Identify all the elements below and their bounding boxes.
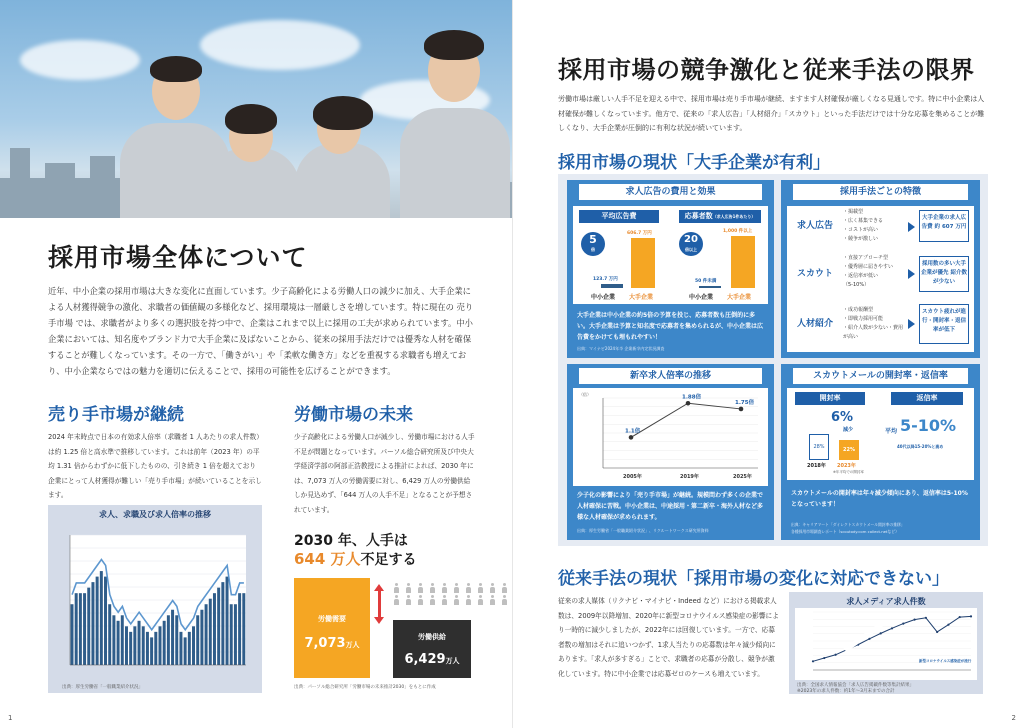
bar-label: 1,000 件以上 bbox=[723, 229, 753, 234]
data-point bbox=[834, 654, 836, 656]
section-heading: 従来手法の現状「採用市場の変化に対応できない」 bbox=[558, 569, 949, 589]
job-bar bbox=[221, 582, 224, 665]
job-ratio-chart-panel bbox=[48, 505, 262, 693]
decrease-label: 減少 bbox=[843, 427, 854, 433]
job-bar bbox=[79, 593, 82, 665]
person-icon bbox=[477, 595, 484, 605]
data-point bbox=[970, 615, 972, 617]
person-icon bbox=[441, 583, 448, 593]
bar-label: 606.7 万円 bbox=[627, 231, 652, 236]
data-point bbox=[629, 435, 634, 440]
open-rate-2023-bar: 22% bbox=[839, 440, 859, 460]
data-point bbox=[880, 632, 882, 634]
supply-unit: 万人 bbox=[445, 657, 460, 665]
labor-demand-bar bbox=[294, 578, 370, 678]
card-source: 各種採用市場調査レポート（scoutody.com collect.netなど） bbox=[791, 529, 899, 534]
intro-text: 労働市場は厳しい人手不足を迎える中で、採用市場は売り手市場が継続、ますます人材確保が厳しくなる見通しです。特に中小企業は人材確保が難しくなっています。他方で、従来の「求人広告」「人材紹介」「スカウト」といった手法だけでは十分な応募を集めることが難しくなり、大手企業が圧倒的に有利な状況が続いています。 bbox=[558, 95, 985, 132]
job-bar bbox=[104, 577, 107, 665]
data-point bbox=[959, 616, 961, 618]
person-icon bbox=[465, 595, 472, 605]
job-bar bbox=[87, 588, 90, 665]
person-icons-grid bbox=[393, 583, 510, 605]
chart-area bbox=[795, 608, 977, 680]
job-bar bbox=[205, 604, 208, 665]
applicants-tag-sub: （求人広告1件あたり） bbox=[712, 214, 756, 219]
trend-arrow-icon bbox=[845, 628, 877, 650]
job-bar bbox=[196, 615, 199, 665]
person-icon bbox=[429, 595, 436, 605]
methods-table bbox=[787, 206, 974, 352]
arrow-right-icon bbox=[908, 222, 915, 232]
job-bar bbox=[163, 621, 166, 665]
decrease-value: 6% bbox=[831, 410, 854, 425]
person-icon bbox=[453, 595, 460, 605]
reply-rate-tag: 返信率 bbox=[891, 392, 963, 405]
person-icon bbox=[393, 595, 400, 605]
circle-sub: 倍 bbox=[591, 247, 595, 252]
labor-supply-bar bbox=[393, 620, 471, 678]
job-bar bbox=[91, 582, 94, 665]
card-source: 出典：マイナビ2024年卒 企業新卒内定状況調査 bbox=[577, 346, 665, 351]
job-bar bbox=[71, 604, 74, 665]
method-result: 大手企業の求人広告費 約 607 万円 bbox=[919, 210, 969, 242]
section-heading: 売り手市場が継続 bbox=[48, 405, 184, 425]
person-figure bbox=[205, 0, 300, 218]
data-point bbox=[812, 660, 814, 662]
chart-source: 出典：厚生労働省「一般職業紹介状況」 bbox=[62, 685, 143, 690]
job-bar bbox=[184, 637, 187, 665]
supply-label: 労働供給 bbox=[418, 633, 446, 641]
demand-unit: 万人 bbox=[345, 641, 360, 649]
job-bar bbox=[117, 621, 120, 665]
x-label: 中小企業 bbox=[689, 294, 714, 301]
circle-number: 5 bbox=[589, 233, 597, 246]
job-bar bbox=[226, 577, 229, 665]
x-tick-label: 2025年 bbox=[733, 474, 752, 480]
job-bar bbox=[230, 604, 233, 665]
open-rate-2018-bar: 28% bbox=[809, 434, 829, 460]
section-text: 従来の求人媒体（リクナビ・マイナビ・Indeed など）における掲載求人数は、2009年以降増加、2020年に新型コロナウイルス感染症の影響により一時的に減少しましたが、2022年には回復しています。一方で、応募者数の増加はそれに追いつかず、1求人当たりの応募数は年々減少傾向にあります。「求人が多すぎる」ことで、求職者の応募が分散し、競争が激化しています。特に中小企業では応募ゼロのケースも増えています。 bbox=[558, 597, 779, 678]
person-icon bbox=[453, 583, 460, 593]
right-page bbox=[512, 0, 1024, 728]
open-rate-tag: 開封率 bbox=[795, 392, 865, 405]
method-label: 人材紹介 bbox=[793, 316, 837, 332]
person-icon bbox=[405, 583, 412, 593]
card-chart-area bbox=[573, 388, 768, 486]
job-bar bbox=[142, 626, 145, 665]
job-bar bbox=[96, 577, 99, 665]
person-icon bbox=[501, 595, 508, 605]
job-bar bbox=[150, 637, 153, 665]
x-tick-label: 2019年 bbox=[680, 474, 699, 480]
person-icon bbox=[489, 595, 496, 605]
job-bar bbox=[146, 632, 149, 665]
data-point bbox=[739, 407, 744, 412]
media-jobs-chart-panel bbox=[789, 592, 983, 694]
data-point bbox=[947, 624, 949, 626]
job-bar bbox=[112, 615, 115, 665]
method-label: スカウト bbox=[793, 266, 837, 282]
demand-label: 労働需要 bbox=[318, 615, 346, 623]
person-icon bbox=[393, 583, 400, 593]
new-grad-ratio-card bbox=[567, 364, 774, 540]
chart-source: 出典：パーソル総合研究所「労働市場の未来推計2030」をもとに作成 bbox=[294, 685, 436, 690]
person-icon bbox=[417, 595, 424, 605]
method-result: 採用数の多い大手企業が優先 紹介数が少ない bbox=[919, 256, 969, 292]
callout-line1: 2030 年、人手は bbox=[294, 533, 408, 549]
callout-suffix: 不足する bbox=[360, 552, 417, 568]
bar-large-co bbox=[731, 236, 755, 288]
job-bar bbox=[213, 593, 216, 665]
job-bar bbox=[121, 615, 124, 665]
job-bar bbox=[188, 632, 191, 665]
y-unit-label: （倍） bbox=[579, 392, 591, 397]
arrow-right-icon bbox=[908, 269, 915, 279]
job-bar bbox=[175, 615, 178, 665]
section-heading: 採用市場の現状「大手企業が有利」 bbox=[558, 153, 830, 173]
card-chart-area bbox=[787, 388, 974, 480]
card-title: スカウトメールの開封率・返信率 bbox=[793, 368, 968, 384]
ad-cost-card bbox=[567, 180, 774, 358]
data-point bbox=[902, 623, 904, 625]
callout-number: 644 万人 bbox=[294, 550, 361, 568]
job-bar bbox=[217, 588, 220, 665]
data-point bbox=[925, 617, 927, 619]
person-icon bbox=[405, 595, 412, 605]
job-bar bbox=[138, 621, 141, 665]
method-label: 求人広告 bbox=[793, 218, 837, 234]
chart-source: ※2023年の求人件数：約1年～3月末までの合計 bbox=[797, 689, 895, 694]
intro-text: 近年、中小企業の採用市場は大きな変化に直面しています。少子高齢化による労働人口の減少に加え、大手企業による人材獲得競争の激化、求職者の価値観の多様化など、採用環境は一層厳しさを増しています。特に現在の 売り手市場 では、求職者がより多くの選択肢を持つ中で、企業はこれまで以上に採用の工夫が求められています。中小企業においては、知名度やブランド力で大手企業に及ばないことから、従来の採用手法だけでは優秀な人材を確保することが難しくなっています。その一方で、「働きがい」や「柔軟な働き方」などを重視する求職者も増えており、中小企業ならではの魅力を適切に伝えることで、採用の可能性を広げることができます。 bbox=[48, 286, 474, 376]
card-title: 求人広告の費用と効果 bbox=[579, 184, 762, 200]
x-label: 2018年 bbox=[807, 463, 826, 469]
section-text: 2024 年末時点で日本の有効求人倍率（求職者 1 人あたりの求人件数）は約 1.25 倍と高水準で推移しています。これは前年（2023 年）の平均 1.31 倍からわずかに低下したものの、引き続き 1 倍を超えており企業にとって人材獲得が難しい「売り手市場」が続いていることを示します。 bbox=[48, 433, 262, 499]
circle-sub: 倍以上 bbox=[685, 247, 697, 252]
data-point bbox=[823, 657, 825, 659]
card-chart-area bbox=[573, 206, 768, 304]
job-bar bbox=[192, 626, 195, 665]
person-figure bbox=[400, 0, 510, 218]
method-result: スカウト疲れが進行・開封率・返信率が低下 bbox=[919, 304, 969, 344]
chart-note: 40代以降15-20%と高め bbox=[897, 444, 944, 449]
section-heading: 労働市場の未来 bbox=[294, 405, 413, 425]
job-bar bbox=[100, 571, 103, 665]
chart-source: 出典：全国求人情報協会「求人広告掲載件数等集計結果」 bbox=[797, 683, 914, 688]
job-bar bbox=[129, 632, 132, 665]
job-bar bbox=[83, 593, 86, 665]
data-label: 1.1倍 bbox=[625, 428, 641, 435]
circle-number: 20 bbox=[684, 234, 698, 245]
method-points: ・掲載型 ・広く募集できる ・コストが高い ・競争が激しい bbox=[843, 209, 884, 242]
job-bar bbox=[133, 626, 136, 665]
data-point bbox=[686, 401, 691, 406]
data-point bbox=[913, 619, 915, 621]
applicants-tag bbox=[679, 210, 761, 223]
card-description: スカウトメールの開封率は年々減少傾向にあり、返信率は5-10%となっています！ bbox=[791, 490, 968, 508]
bar-label: 50 件未満 bbox=[695, 279, 717, 284]
page-number: 2 bbox=[1011, 714, 1016, 722]
ratio-line bbox=[631, 403, 741, 437]
job-bar bbox=[159, 626, 162, 665]
city-building bbox=[45, 163, 75, 218]
ratio-circle bbox=[679, 232, 703, 256]
data-point bbox=[936, 631, 938, 633]
person-icon bbox=[429, 583, 436, 593]
person-figure bbox=[295, 0, 390, 218]
person-icon bbox=[441, 595, 448, 605]
chart-note: ※年平均での開封率 bbox=[833, 470, 864, 474]
new-grad-ratio-chart bbox=[573, 388, 768, 486]
section-text: 少子高齢化による労働人口が減少し、労働市場における人手不足が問題となっています。パーソル総合研究所及び中央大学経済学部の阿部正浩教授による推計によれば、2030 年には、7,073 万人の労働需要に対し、6,429 万人の労働供給しか見込めず、「644 万人の人手不足」となることが予想されています。 bbox=[294, 433, 475, 514]
supply-value: 6,429 bbox=[404, 652, 446, 667]
job-bar bbox=[171, 610, 174, 665]
method-points: ・直接アプローチ型 ・優秀層に届きやすい ・返信率が低い （5-10%） bbox=[843, 255, 894, 288]
card-source: 出典：キャリアマート「ダイレクトスカウトメール開封率の推移」 bbox=[791, 522, 905, 527]
data-label: 1.88倍 bbox=[682, 394, 702, 401]
jobs-line bbox=[813, 616, 971, 661]
bar-small-co bbox=[601, 284, 623, 288]
job-ratio-chart bbox=[48, 519, 262, 689]
card-title: 新卒求人倍率の推移 bbox=[579, 368, 762, 384]
job-bar bbox=[167, 615, 170, 665]
avg-ad-cost-tag: 平均広告費 bbox=[579, 210, 659, 223]
person-icon bbox=[489, 583, 496, 593]
job-bar bbox=[234, 604, 237, 665]
person-icon bbox=[465, 583, 472, 593]
person-icon bbox=[417, 583, 424, 593]
card-source: 出典：厚生労働省「一般職業紹介状況」、リクルートワークス研究所資料 bbox=[577, 528, 709, 533]
ratio-circle bbox=[581, 232, 605, 256]
arrow-right-icon bbox=[908, 319, 915, 329]
x-label: 大手企業 bbox=[629, 294, 654, 301]
job-bar bbox=[154, 632, 157, 665]
job-bar bbox=[209, 599, 212, 665]
gap-arrow-icon bbox=[378, 590, 381, 618]
x-label: 2023年 bbox=[837, 463, 856, 469]
x-label: 中小企業 bbox=[591, 294, 616, 301]
callout-line2 bbox=[294, 550, 475, 569]
bar-large-co bbox=[631, 238, 655, 288]
bar-label: 123.7 万円 bbox=[593, 277, 618, 282]
page-title: 採用市場全体について bbox=[48, 243, 308, 272]
chart-note: 新型コロナウイルス感染症が流行 bbox=[919, 659, 972, 663]
card-description: 少子化の影響により「売り手市場」が継続。規模問わず多くの企業で人材確保に苦戦。中小企業は、中途採用・第二新卒・海外人材など多様な人材確保が求められます。 bbox=[577, 492, 764, 521]
job-bar bbox=[108, 604, 111, 665]
job-bar bbox=[179, 632, 182, 665]
demand-value: 7,073 bbox=[304, 636, 346, 651]
methods-card bbox=[781, 180, 980, 358]
chart-title: 求人、求職及び求人倍率の推移 bbox=[99, 510, 211, 519]
card-description: 大手企業は中小企業の約5倍の予算を投じ、応募者数も圧倒的に多い。大手企業は予算と知名度で応募者を集められるが、中小企業は広告費をかけても埋もれやすい！ bbox=[577, 312, 764, 341]
person-icon bbox=[501, 583, 508, 593]
job-bar bbox=[238, 593, 241, 665]
applicants-tag-label: 応募者数 bbox=[684, 212, 713, 220]
data-label: 1.75倍 bbox=[735, 399, 755, 406]
method-points: ・成功報酬型 ・即戦力採用可能 ・紹介人数が少ない・費用が高い bbox=[843, 307, 904, 340]
bar-small-co bbox=[699, 286, 721, 288]
chart-title: 求人メディア求人件数 bbox=[846, 597, 926, 606]
header-photo bbox=[0, 0, 512, 218]
city-building bbox=[90, 156, 115, 218]
average-label: 平均 bbox=[885, 428, 898, 435]
x-tick-label: 2005年 bbox=[623, 474, 642, 480]
person-icon bbox=[477, 583, 484, 593]
media-jobs-chart bbox=[795, 608, 977, 680]
reply-rate-value: 5-10% bbox=[900, 416, 957, 435]
card-title: 採用手法ごとの特徴 bbox=[793, 184, 968, 200]
job-bar bbox=[125, 626, 128, 665]
scout-mail-card bbox=[781, 364, 980, 540]
data-point bbox=[891, 627, 893, 629]
city-building bbox=[10, 148, 30, 218]
shortage-callout bbox=[294, 532, 475, 569]
page-number: 1 bbox=[8, 714, 13, 722]
data-point bbox=[868, 638, 870, 640]
job-bar bbox=[242, 593, 245, 665]
job-bar bbox=[200, 610, 203, 665]
job-bar bbox=[75, 593, 78, 665]
page-title: 採用市場の競争激化と従来手法の限界 bbox=[558, 56, 975, 84]
x-label: 大手企業 bbox=[727, 294, 752, 301]
